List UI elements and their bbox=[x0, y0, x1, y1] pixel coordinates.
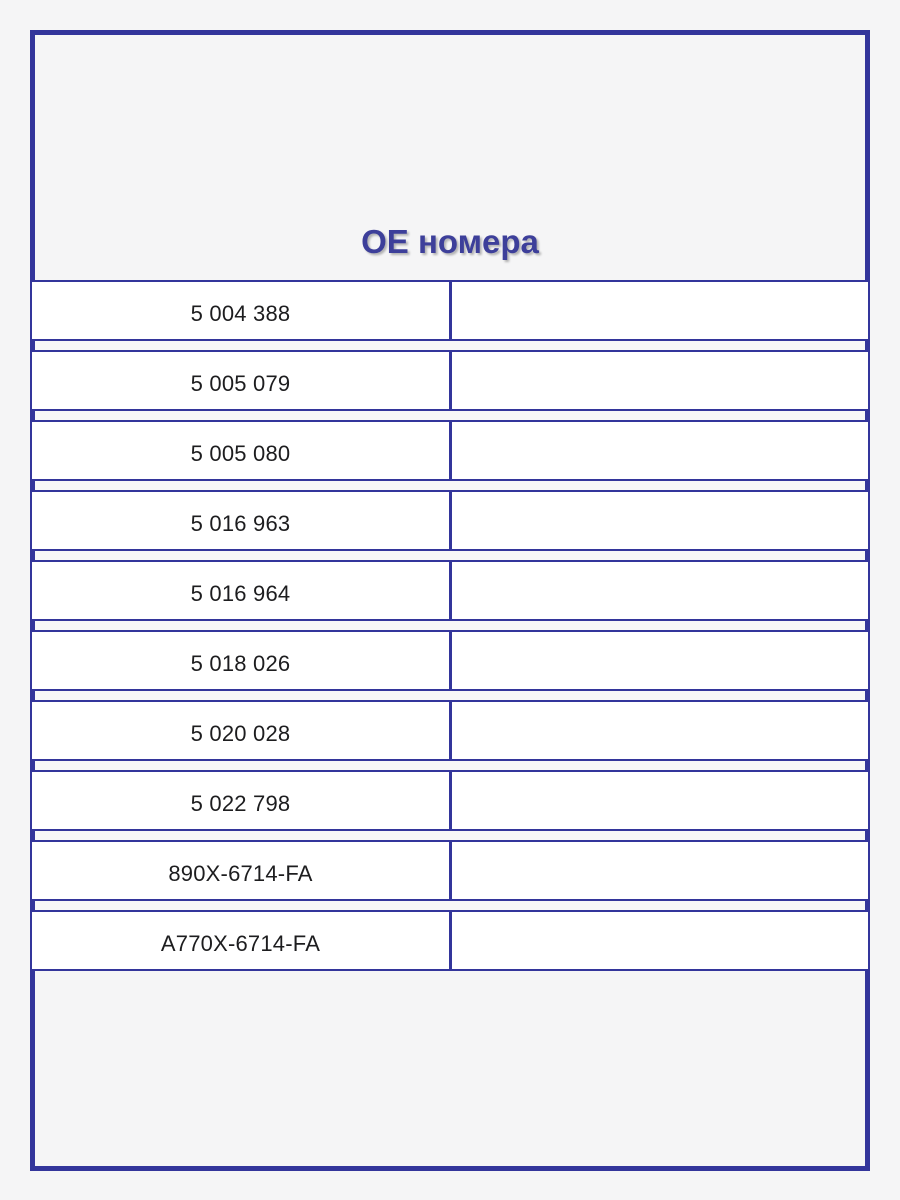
oe-number-cell: A770X-6714-FA bbox=[30, 910, 450, 971]
oe-number-cell: 5 016 964 bbox=[30, 560, 450, 621]
table-row bbox=[30, 700, 870, 761]
row-divider bbox=[30, 831, 870, 840]
empty-cell bbox=[450, 770, 870, 831]
oe-number-cell: 5 022 798 bbox=[30, 770, 450, 831]
row-divider bbox=[30, 761, 870, 770]
oe-number-cell: 5 020 028 bbox=[30, 700, 450, 761]
empty-cell bbox=[450, 630, 870, 691]
table-row bbox=[30, 490, 870, 551]
oe-number-cell: 890X-6714-FA bbox=[30, 840, 450, 901]
empty-cell bbox=[450, 280, 870, 341]
oe-number-cell: 5 005 079 bbox=[30, 350, 450, 411]
table-row bbox=[30, 770, 870, 831]
table-row bbox=[30, 350, 870, 411]
table-row bbox=[30, 910, 870, 971]
oe-numbers-table bbox=[30, 280, 870, 972]
empty-cell bbox=[450, 560, 870, 621]
row-divider bbox=[30, 621, 870, 630]
table-row bbox=[30, 420, 870, 481]
table-row bbox=[30, 560, 870, 621]
empty-cell bbox=[450, 490, 870, 551]
row-divider bbox=[30, 551, 870, 560]
row-divider bbox=[30, 481, 870, 490]
empty-cell bbox=[450, 910, 870, 971]
oe-number-cell: 5 005 080 bbox=[30, 420, 450, 481]
empty-cell bbox=[450, 840, 870, 901]
empty-cell bbox=[450, 420, 870, 481]
oe-number-cell: 5 016 963 bbox=[30, 490, 450, 551]
table-row bbox=[30, 280, 870, 341]
oe-number-cell: 5 004 388 bbox=[30, 280, 450, 341]
oe-number-cell: 5 018 026 bbox=[30, 630, 450, 691]
table-row bbox=[30, 840, 870, 901]
row-divider bbox=[30, 901, 870, 910]
row-divider bbox=[30, 691, 870, 700]
table-row bbox=[30, 630, 870, 691]
empty-cell bbox=[450, 350, 870, 411]
empty-cell bbox=[450, 700, 870, 761]
page-title: OE номера bbox=[361, 223, 539, 260]
row-divider bbox=[30, 411, 870, 420]
row-divider bbox=[30, 341, 870, 350]
